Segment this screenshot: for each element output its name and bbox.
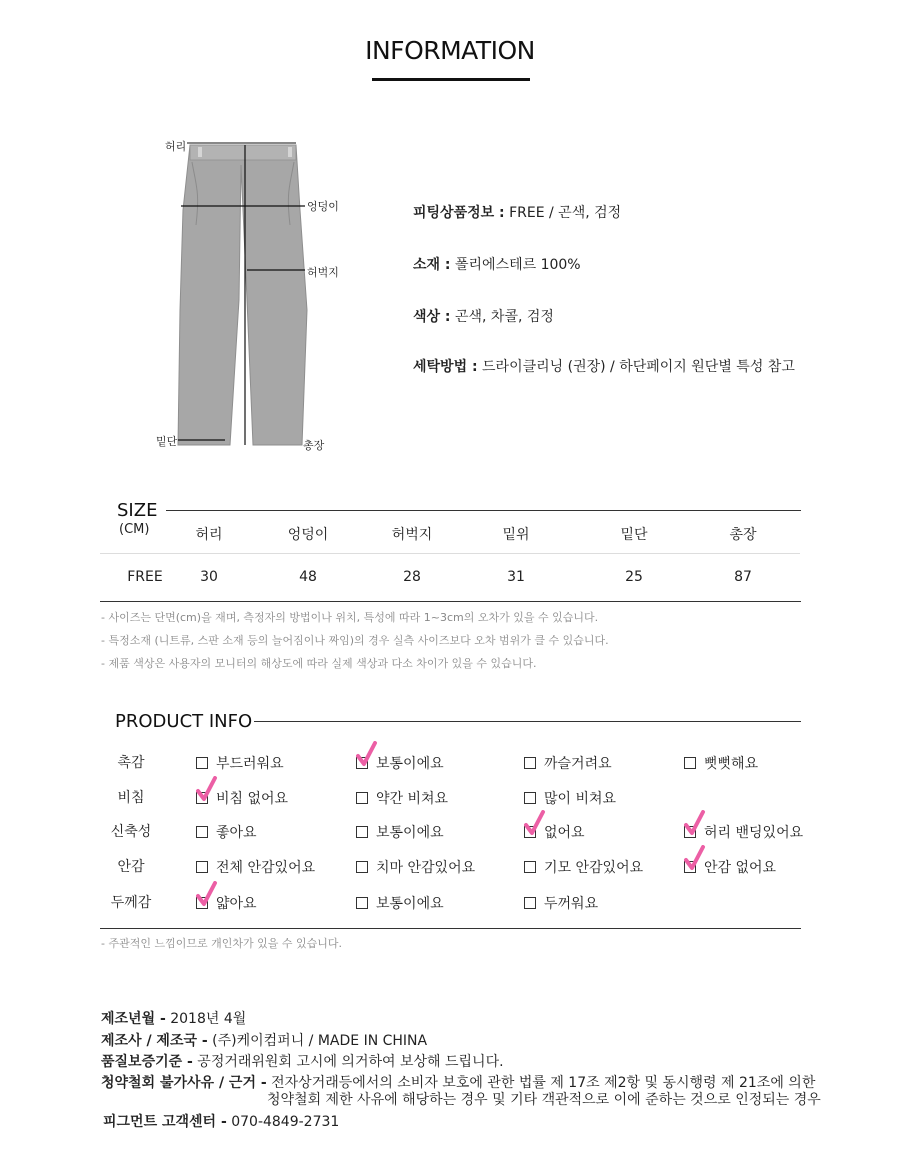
product-info-option-label: 전체 안감있어요: [216, 860, 316, 876]
product-info-option-label: 많이 비쳐요: [544, 791, 617, 807]
size-unit: (CM): [119, 522, 150, 537]
footer-withdrawal: 청약철회 불가사유 / 근거 - 전자상거래등에서의 소비자 보호에 관한 법률 제 17조 제2항 및 동시행령 제 21조에 의한: [101, 1075, 816, 1091]
checkbox[interactable]: [196, 861, 208, 873]
checkbox[interactable]: [524, 792, 536, 804]
belt-loop-left: [198, 147, 202, 157]
size-header: 총장: [729, 527, 757, 543]
product-info-row-label: 두께감: [110, 895, 152, 911]
checkbox[interactable]: [356, 861, 368, 873]
checkmark-icon: [524, 810, 546, 836]
size-note: - 사이즈는 단면(cm)을 재며, 측정자의 방법이나 위치, 특성에 따라 1~3cm의 오차가 있을 수 있습니다.: [101, 611, 599, 624]
checkmark-icon: [684, 845, 706, 871]
size-note: - 특정소재 (니트류, 스판 소재 등의 늘어짐이나 짜임)의 경우 실측 사이즈보다 오차 범위가 클 수 있습니다.: [101, 634, 609, 647]
product-info-option-label: 기모 안감있어요: [544, 860, 644, 876]
label-hem: 밑단: [156, 435, 178, 448]
title-underline: [372, 78, 530, 81]
size-header: 엉덩이: [287, 527, 329, 543]
checkbox-checked[interactable]: [356, 757, 368, 769]
product-info-option-label: 안감 없어요: [704, 860, 777, 876]
product-info-option-label: 없어요: [544, 825, 585, 841]
size-cell: 87: [734, 569, 752, 585]
spec-fitting: 피팅상품정보 : FREE / 곤색, 검정: [413, 205, 622, 221]
product-info-option-label: 비침 없어요: [216, 791, 289, 807]
product-info-option[interactable]: [524, 857, 643, 877]
product-info-option[interactable]: [684, 753, 758, 773]
product-info-option[interactable]: [524, 893, 598, 913]
checkbox[interactable]: [196, 757, 208, 769]
checkbox[interactable]: [356, 897, 368, 909]
size-header: 허리: [195, 527, 223, 543]
product-info-option-label: 약간 비쳐요: [376, 791, 449, 807]
belt-loop-right: [288, 147, 292, 157]
product-info-option-label: 좋아요: [216, 825, 257, 841]
footer-customer-center: 피그먼트 고객센터 - 070-4849-2731: [103, 1114, 340, 1130]
checkbox[interactable]: [196, 826, 208, 838]
checkmark-icon: [684, 810, 706, 836]
label-hip: 엉덩이: [307, 200, 339, 213]
product-info-option[interactable]: [196, 893, 257, 913]
checkbox-checked[interactable]: [684, 826, 696, 838]
checkbox[interactable]: [524, 757, 536, 769]
product-info-option-label: 보통이에요: [376, 896, 444, 912]
product-info-option[interactable]: [524, 788, 616, 808]
product-info-option-label: 두꺼워요: [544, 896, 599, 912]
product-info-option-label: 보통이에요: [376, 756, 444, 772]
size-header-divider: [100, 553, 800, 554]
size-title: SIZE: [117, 500, 158, 521]
checkbox[interactable]: [524, 897, 536, 909]
size-title-rule: [166, 510, 801, 511]
product-info-option[interactable]: [196, 753, 284, 773]
product-info-option[interactable]: [356, 788, 448, 808]
product-info-option-label: 까슬거려요: [544, 756, 612, 772]
product-info-row-label: 비침: [117, 790, 145, 806]
product-info-option[interactable]: [356, 753, 444, 773]
product-info-option-label: 뻣뻣해요: [704, 756, 759, 772]
size-header: 밑단: [620, 527, 648, 543]
product-info-title-rule: [254, 721, 801, 722]
product-info-option-label: 부드러워요: [216, 756, 284, 772]
label-length: 총장: [303, 439, 325, 452]
product-info-option[interactable]: [356, 893, 444, 913]
label-thigh: 허벅지: [307, 266, 339, 279]
spec-washing: 세탁방법 : 드라이클리닝 (권장) / 하단페이지 원단별 특성 참고: [413, 359, 795, 375]
checkmark-icon: [196, 881, 218, 907]
spec-color: 색상 : 곤색, 차콜, 검정: [413, 309, 554, 325]
checkbox-checked[interactable]: [684, 861, 696, 873]
product-info-option[interactable]: [196, 822, 257, 842]
product-info-option[interactable]: [356, 857, 475, 877]
checkbox-checked[interactable]: [196, 897, 208, 909]
product-info-option-label: 얇아요: [216, 896, 257, 912]
product-info-note: - 주관적인 느낌이므로 개인차가 있을 수 있습니다.: [101, 937, 342, 950]
footer-withdrawal-cont: 청약철회 제한 사유에 해당하는 경우 및 기타 객관적으로 이에 준하는 것으로 인정되는 경우: [267, 1092, 821, 1108]
product-info-option[interactable]: [196, 788, 288, 808]
checkbox-checked[interactable]: [524, 826, 536, 838]
checkbox[interactable]: [356, 792, 368, 804]
label-waist: 허리: [165, 140, 187, 153]
checkmark-icon: [196, 776, 218, 802]
size-cell: 30: [200, 569, 218, 585]
size-header: 허벅지: [391, 527, 433, 543]
spec-material: 소재 : 폴리에스테르 100%: [413, 257, 581, 273]
checkmark-icon: [356, 741, 378, 767]
product-info-row-label: 안감: [117, 859, 145, 875]
size-cell: 31: [507, 569, 525, 585]
product-info-option[interactable]: [524, 753, 612, 773]
size-cell: 28: [403, 569, 421, 585]
product-info-row-label: 촉감: [117, 755, 145, 771]
product-info-option-label: 보통이에요: [376, 825, 444, 841]
product-info-option[interactable]: [356, 822, 444, 842]
checkbox-checked[interactable]: [196, 792, 208, 804]
size-cell: 48: [299, 569, 317, 585]
checkbox[interactable]: [356, 826, 368, 838]
product-info-bottom-rule: [100, 928, 801, 929]
checkbox[interactable]: [684, 757, 696, 769]
product-info-option[interactable]: [196, 857, 315, 877]
size-cell: 25: [625, 569, 643, 585]
product-info-option-label: 치마 안감있어요: [376, 860, 476, 876]
size-header: 밑위: [502, 527, 530, 543]
product-info-option[interactable]: [684, 857, 776, 877]
waistband: [190, 145, 296, 160]
product-info-option[interactable]: [524, 822, 585, 842]
product-info-row-label: 신축성: [110, 824, 152, 840]
pants-measurement-diagram: [150, 130, 350, 455]
product-info-title: PRODUCT INFO: [115, 711, 253, 732]
checkbox[interactable]: [524, 861, 536, 873]
footer-quality: 품질보증기준 - 공정거래위원회 고시에 의거하여 보상해 드립니다.: [101, 1054, 504, 1070]
footer-manufacturer: 제조사 / 제조국 - (주)케이컴퍼니 / MADE IN CHINA: [101, 1033, 428, 1049]
product-info-option-label: 허리 밴딩있어요: [704, 825, 804, 841]
size-note: - 제품 색상은 사용자의 모니터의 해상도에 따라 실제 색상과 다소 차이가 있을 수 있습니다.: [101, 657, 537, 670]
size-row-name: FREE: [127, 569, 163, 585]
product-info-option[interactable]: [684, 822, 803, 842]
footer-manufacture-date: 제조년월 - 2018년 4월: [101, 1011, 247, 1027]
size-bottom-rule: [100, 601, 801, 602]
page-title: INFORMATION: [365, 36, 535, 65]
